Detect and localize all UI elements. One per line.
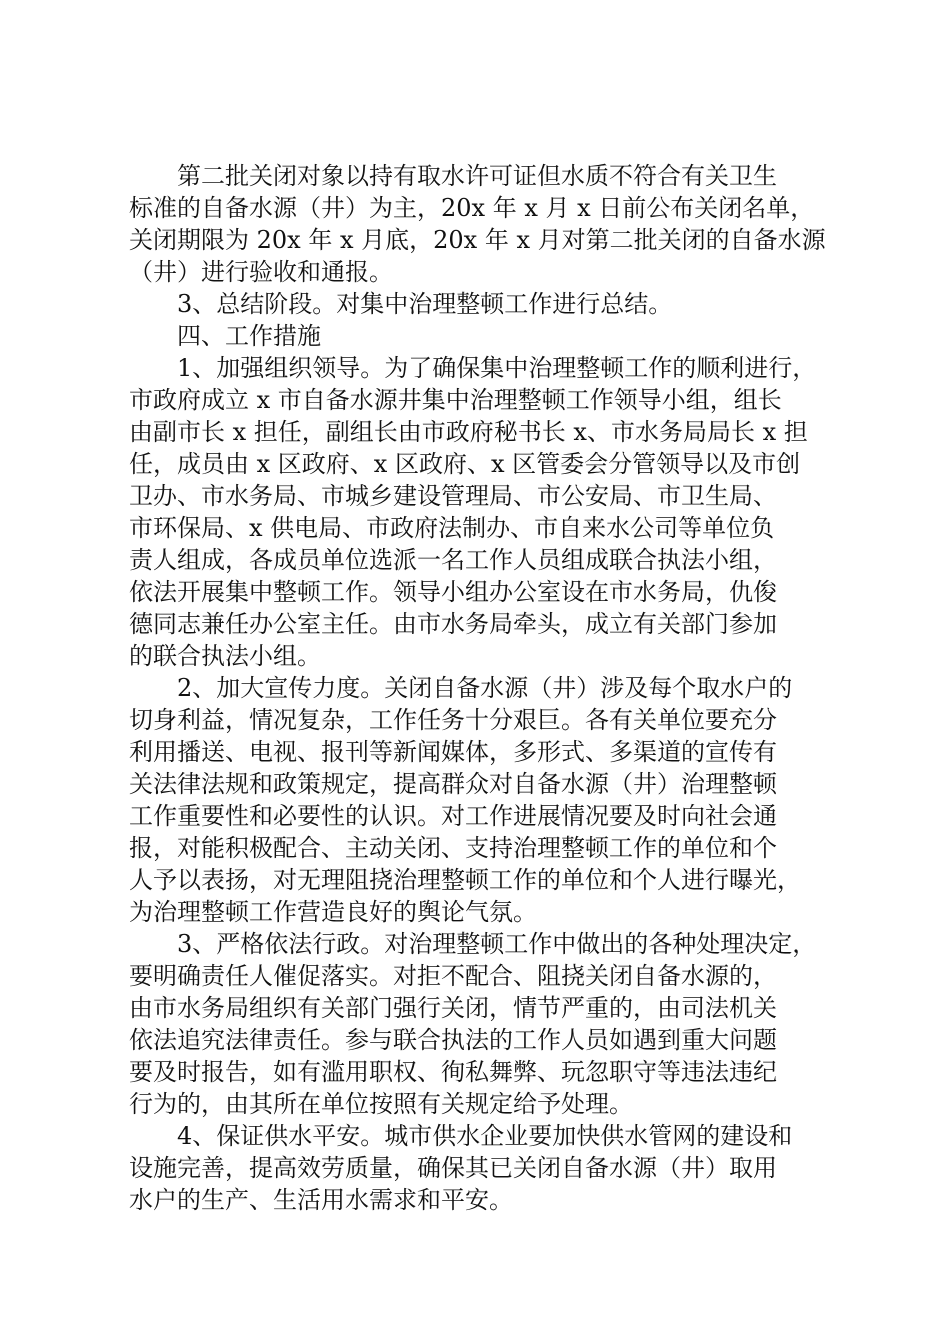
paragraph-line: 报，对能积极配合、主动关闭、支持治理整顿工作的单位和个 — [129, 834, 777, 862]
paragraph-line: 为治理整顿工作营造良好的舆论气氛。 — [129, 898, 537, 926]
paragraph-line: 依法开展集中整顿工作。领导小组办公室设在市水务局，仇俊 — [129, 578, 777, 606]
paragraph-line: 3、严格依法行政。对治理整顿工作中做出的各种处理决定， — [177, 930, 817, 958]
paragraph-line: 水户的生产、生活用水需求和平安。 — [129, 1186, 513, 1214]
paragraph-line: 市环保局、x 供电局、市政府法制办、市自来水公司等单位负 — [129, 514, 775, 542]
paragraph-line: （井）进行验收和通报。 — [129, 258, 393, 286]
paragraph-line: 设施完善，提高效劳质量，确保其已关闭自备水源（井）取用 — [129, 1154, 777, 1182]
section-heading: 四、工作措施 — [177, 322, 321, 350]
paragraph-line: 市政府成立 x 市自备水源井集中治理整顿工作领导小组，组长 — [129, 386, 782, 414]
section-line: 3、总结阶段。对集中治理整顿工作进行总结。 — [177, 290, 673, 318]
paragraph-line: 由市水务局组织有关部门强行关闭，情节严重的，由司法机关 — [129, 994, 777, 1022]
paragraph-line: 利用播送、电视、报刊等新闻媒体，多形式、多渠道的宣传有 — [129, 738, 777, 766]
paragraph-line: 关闭期限为 20x 年 x 月底，20x 年 x 月对第二批关闭的自备水源 — [129, 226, 826, 254]
paragraph-line: 第二批关闭对象以持有取水许可证但水质不符合有关卫生 — [177, 162, 777, 190]
paragraph-line: 任，成员由 x 区政府、x 区政府、x 区管委会分管领导以及市创 — [129, 450, 801, 478]
paragraph-line: 人予以表扬，对无理阻挠治理整顿工作的单位和个人进行曝光， — [129, 866, 801, 894]
paragraph-line: 工作重要性和必要性的认识。对工作进展情况要及时向社会通 — [129, 802, 777, 830]
paragraph-line: 的联合执法小组。 — [129, 642, 321, 670]
paragraph-line: 德同志兼任办公室主任。由市水务局牵头，成立有关部门参加 — [129, 610, 777, 638]
paragraph-line: 责人组成，各成员单位选派一名工作人员组成联合执法小组， — [129, 546, 777, 574]
paragraph-line: 2、加大宣传力度。关闭自备水源（井）涉及每个取水户的 — [177, 674, 793, 702]
paragraph-line: 要及时报告，如有滥用职权、徇私舞弊、玩忽职守等违法违纪 — [129, 1058, 777, 1086]
paragraph-line: 关法律法规和政策规定，提高群众对自备水源（井）治理整顿 — [129, 770, 777, 798]
paragraph-line: 由副市长 x 担任，副组长由市政府秘书长 x、市水务局局长 x 担 — [129, 418, 808, 446]
paragraph-line: 卫办、市水务局、市城乡建设管理局、市公安局、市卫生局、 — [129, 482, 777, 510]
paragraph-line: 4、保证供水平安。城市供水企业要加快供水管网的建设和 — [177, 1122, 793, 1150]
paragraph-line: 切身利益，情况复杂，工作任务十分艰巨。各有关单位要充分 — [129, 706, 777, 734]
paragraph-line: 1、加强组织领导。为了确保集中治理整顿工作的顺利进行， — [177, 354, 817, 382]
paragraph-line: 行为的，由其所在单位按照有关规定给予处理。 — [129, 1090, 633, 1118]
paragraph-line: 要明确责任人催促落实。对拒不配合、阻挠关闭自备水源的， — [129, 962, 777, 990]
document-body — [129, 160, 829, 1216]
paragraph-line: 依法追究法律责任。参与联合执法的工作人员如遇到重大问题 — [129, 1026, 777, 1054]
paragraph-line: 标准的自备水源（井）为主，20x 年 x 月 x 日前公布关闭名单， — [129, 194, 815, 222]
